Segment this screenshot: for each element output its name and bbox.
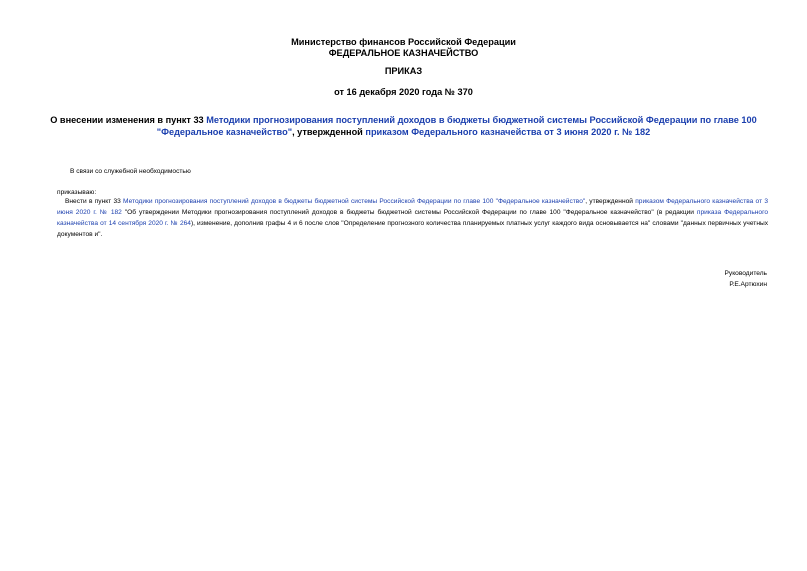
title-prefix: О внесении изменения в пункт 33 <box>50 115 207 125</box>
body-order-264-link[interactable]: приказа Федерального казначейства от 14 сентября 2020 г. № 264 <box>57 208 768 227</box>
body-order-182-link[interactable]: приказом Федерального казначейства от 3 июня 2020 г. № 182 <box>57 197 769 216</box>
body-text-3: "Об утверждении Методики прогнозирования поступлений доходов в бюджеты бюджетной системы Российской Федерации по главе 100 "Федеральное казначейство" (в редакции <box>121 208 697 216</box>
title-middle: , утвержденной <box>292 127 366 137</box>
order-title <box>40 114 767 138</box>
body-paragraph <box>57 196 768 241</box>
signatory-name: Р.Е.Артюхин <box>729 281 767 288</box>
ministry-name: Министерство финансов Российской Федерации <box>291 37 516 47</box>
order-date: от 16 декабря 2020 года № 370 <box>334 87 473 97</box>
order-182-link[interactable]: приказом Федерального казначейства от 3 июня 2020 г. № 182 <box>365 127 651 137</box>
body-methodology-link[interactable]: Методики прогнозирования поступлений доходов в бюджеты бюджетной системы Российской Федерации по главе 100 "Федеральное казначейство" <box>123 197 586 205</box>
body-text-4: ), изменение, дополнив графы 4 и 6 после слов "Определение прогнозного количества планируемых платных услуг каждого вида основывается на" словами "данных первичных учетных документов и". <box>57 219 769 239</box>
order-label: ПРИКАЗ <box>384 66 423 76</box>
body-text-2: , утвержденной <box>585 197 636 205</box>
methodology-link[interactable]: Методики прогнозирования поступлений доходов в бюджеты бюджетной системы Российской Федерации по главе 100 "Федеральное казначейство" <box>156 115 757 137</box>
treasury-name: ФЕДЕРАЛЬНОЕ КАЗНАЧЕЙСТВО <box>328 48 479 58</box>
body-text-1: Внести в пункт 33 <box>65 197 124 205</box>
decree-word: приказываю: <box>57 189 97 196</box>
signatory-role: Руководитель <box>724 270 767 277</box>
intro-text: В связи со служебной необходимостью <box>70 168 191 175</box>
